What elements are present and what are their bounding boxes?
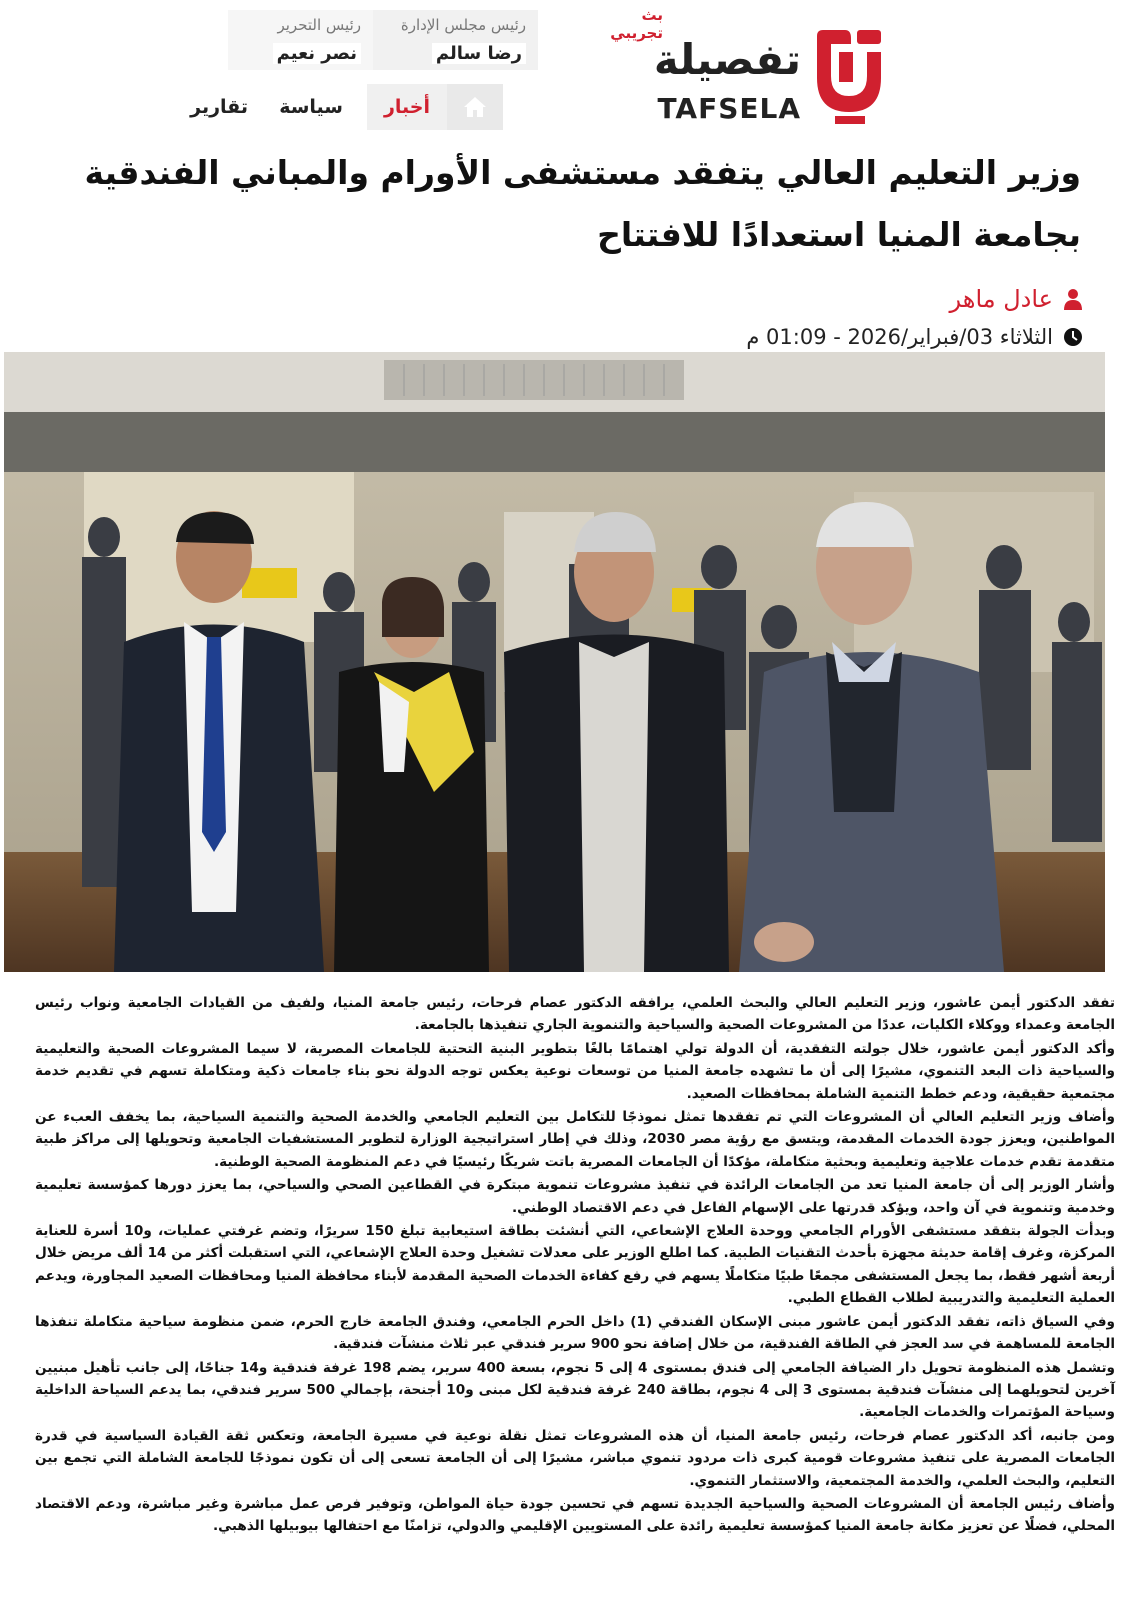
editor-label: رئيس التحرير (277, 16, 361, 34)
nav-home-button[interactable] (447, 84, 503, 130)
main-nav (190, 76, 503, 130)
logo-arabic-text: تفصيلة (653, 35, 801, 84)
tafsela-logo-icon (811, 30, 885, 125)
board-chair-box (373, 10, 538, 70)
logo-english-text: TAFSELA (657, 92, 801, 125)
live-badge: بث تجريبي (610, 6, 663, 42)
nav-item-politics[interactable]: سياسة (279, 96, 343, 118)
author-row[interactable] (950, 285, 1083, 313)
article-paragraph: وأشار الوزير إلى أن جامعة المنيا تعد من الجامعات الرائدة في تنفيذ مشروعات تنموية مبتكرة في القطاعين الصحي والسياحي، بما يعزز دورها كمؤسسة تعليمية وخدمية وتنموية في آن واحد، ويؤكد قدرتها على الإسهام الفاعل في دعم الاقتصاد الوطني. (35, 1177, 1115, 1216)
publish-date: الثلاثاء 03/فبراير/2026 - 01:09 م (746, 325, 1053, 349)
date-row (746, 325, 1083, 349)
article-paragraph: ومن جانبه، أكد الدكتور عصام فرحات، رئيس جامعة المنيا، أن هذه المشروعات تمثل نقلة نوعية في مسيرة الجامعة، وتعكس ثقة القيادة السياسية في قدرة الجامعات المصرية على تنفيذ مشروعات قومية كبرى ذات مردود تنموي مباشر، مشيرًا إلى أن الجامعة تسعى إلى أن تكون نموذجًا للجامعة الشاملة التي تجمع بين التعليم، والبحث العلمي، والخدمة المجتمعية، والاستثمار التنموي. (35, 1427, 1115, 1489)
article-paragraph: وتشمل هذه المنظومة تحويل دار الضيافة الجامعي إلى فندق بمستوى 4 إلى 5 نجوم، بسعة 400 سرير، يضم 198 غرفة فندقية و14 جناحًا، إلى جانب تأهيل مبنيين آخرين لتحويلهما إلى منشآت فندقية بمستوى 3 إلى 4 نجوم، بطاقة 240 غرفة فندقية لكل مبنى و10 أجنحة، بإجمالي 500 سرير فندقي، بما يدعم السياحة الداخلية وسياحة المؤتمرات والخدمات الجامعية. (35, 1359, 1115, 1421)
site-header (190, 0, 893, 135)
article-headline: وزير التعليم العالي يتفقد مستشفى الأورام والمباني الفندقية بجامعة المنيا استعدادًا للافتتاح (84, 153, 1081, 254)
board-chair-label: رئيس مجلس الإدارة (400, 16, 526, 34)
author-name[interactable]: عادل ماهر (949, 285, 1053, 313)
editor-box (228, 10, 373, 70)
nav-item-reports[interactable]: تقارير (190, 96, 248, 118)
article-paragraph: وأضاف رئيس الجامعة أن المشروعات الصحية والسياحية الجديدة تسهم في تحسين جودة حياة المواطن، وتوفير فرص عمل مباشرة وغير مباشرة، ودعم الاقتصاد المحلي، فضلًا عن تعزيز مكانة جامعة المنيا كمؤسسة تعليمية رائدة على المستويين الإقليمي والدولي، تزامنًا مع احتفالها بيوبيلها الذهبي. (35, 1495, 1115, 1535)
site-logo[interactable] (610, 0, 893, 135)
user-icon (1063, 288, 1083, 310)
article-paragraph: وفي السياق ذاته، تفقد الدكتور أيمن عاشور مبنى الإسكان الفندقي (1) داخل الحرم الجامعي، وفندق الجامعة خارج الحرم، ضمن منظومة سياحية متكاملة تنفذها الجامعة للمساهمة في سد العجز في الطاقة الفندقية، من خلال إضافة نحو 900 سرير فندقي عبر ثلاث منشآت فندقية. (35, 1313, 1115, 1353)
nav-item-news[interactable]: أخبار (367, 84, 447, 130)
article-photo (4, 352, 1105, 972)
article-paragraph: وأضاف وزير التعليم العالي أن المشروعات التي تم تفقدها تمثل نموذجًا للتكامل بين التعليم الجامعي والخدمة الصحية والتنمية السياحية، بما يخفف العبء عن المواطنين، ويعزز جودة الخدمات المقدمة، ويتسق مع رؤية مصر 2030، وذلك في إطار استراتيجية الوزارة لتطوير المستشفيات الجامعية وتحويلها إلى مراكز طبية متقدمة تقدم خدمات علاجية وتعليمية وبحثية متكاملة، مؤكدًا أن الجامعات المصرية باتت شريكًا رئيسيًا في دعم المنظومة الصحية الوطنية. (35, 1109, 1115, 1170)
article-paragraph: وأكد الدكتور أيمن عاشور، خلال جولته التفقدية، أن الدولة تولي اهتمامًا بالغًا بتطوير البنية التحتية للجامعات المصرية، لا سيما المشروعات الصحية والتعليمية والسياحية ذات البعد التنموي، مشيرًا إلى أن ما تشهده جامعة المنيا من توسعات نوعية يعكس توجه الدولة نحو بناء جامعات ذكية ومتكاملة تسهم في تقديم خدمة مجتمعية حقيقية، ودعم خطط التنمية الشاملة بمحافظات الصعيد. (35, 1040, 1115, 1102)
clock-icon (1063, 327, 1083, 347)
editor-name: نصر نعيم (273, 43, 361, 64)
article-paragraph: وبدأت الجولة بتفقد مستشفى الأورام الجامعي ووحدة العلاج الإشعاعي، التي أنشئت بطاقة استيعابية تبلغ 150 سريرًا، وتضم غرفتي عمليات، و10 أسرة للعناية المركزة، وغرف إقامة حديثة مجهزة بأحدث التقنيات الطبية. كما اطلع الوزير على معدلات تشغيل وحدة العلاج الإشعاعي، التي استقبلت أكثر من 14 ألف مريض خلال أربعة أشهر فقط، بما يجعل المستشفى مجمعًا طبيًا متكاملًا يسهم في رفع كفاءة الخدمات الصحية المقدمة لأبناء محافظة المنيا ومحافظات الصعيد المجاورة، ويدعم العملية التعليمية والتدريبية لطلاب القطاع الطبي. (35, 1223, 1115, 1307)
article-paragraph: تفقد الدكتور أيمن عاشور، وزير التعليم العالي والبحث العلمي، يرافقه الدكتور عصام فرحات، رئيس جامعة المنيا، ولفيف من القيادات الجامعية ونواب رئيس الجامعة وعمداء ووكلاء الكليات، عددًا من المشروعات الصحية والسياحية والتنموية الجاري تنفيذها بالجامعة. (35, 995, 1115, 1034)
article-body (35, 992, 1115, 1539)
home-icon (462, 95, 488, 119)
board-chair-name: رضا سالم (432, 43, 526, 64)
officials-tour-photo (4, 352, 1105, 972)
